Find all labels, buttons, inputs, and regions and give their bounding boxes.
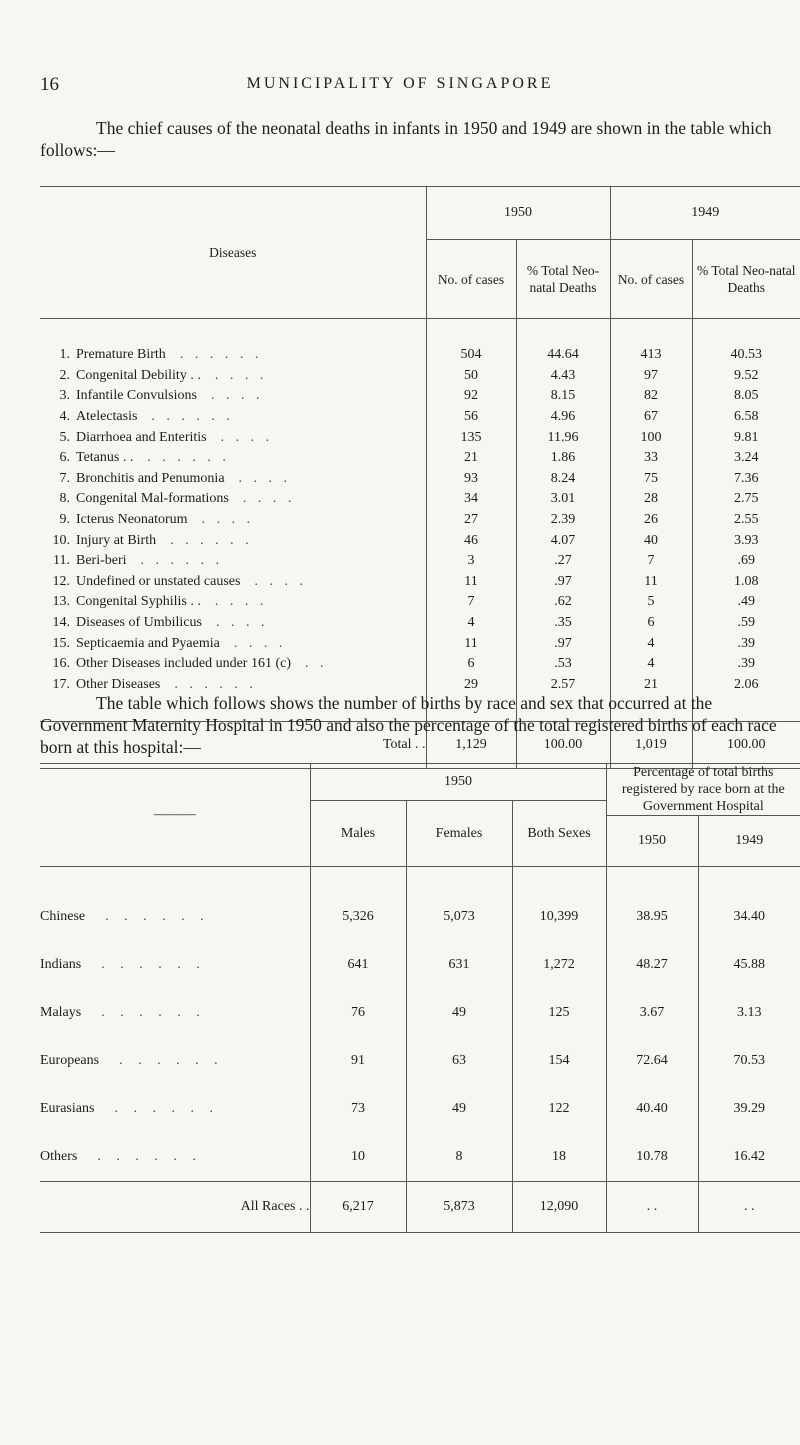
leader-dots: . . . . (254, 573, 307, 589)
race-cell (40, 941, 310, 989)
cases-1949: 40 (610, 530, 692, 551)
pct-1949-value: 16.42 (698, 1133, 800, 1182)
race-cell (40, 893, 310, 941)
cases-1949: 82 (610, 386, 692, 407)
table-row (40, 654, 800, 675)
cases-1950: 135 (426, 427, 516, 448)
table-row (40, 1037, 800, 1085)
disease-name: Bronchitis and Penumonia (76, 470, 225, 486)
intro-paragraph (40, 117, 780, 161)
cases-1949: 4 (610, 654, 692, 675)
percent-1950: .97 (516, 572, 610, 593)
all-males: 6,217 (310, 1182, 406, 1233)
cases-1949: 33 (610, 448, 692, 469)
table-row (40, 530, 800, 551)
race-cell (40, 1037, 310, 1085)
disease-cell (40, 530, 426, 551)
table-row (40, 407, 800, 428)
table-row (40, 941, 800, 989)
page-number: 16 (40, 74, 59, 95)
total-cases-1950: 1,129 (426, 722, 516, 769)
disease-cell (40, 633, 426, 654)
total-percent-1950: 100.00 (516, 722, 610, 769)
leader-dots: . . (304, 656, 328, 672)
table-row (40, 551, 800, 572)
disease-number: 5. (59, 429, 70, 445)
percent-1949: 2.75 (692, 489, 800, 510)
cases-1950-header: No. of cases (426, 240, 516, 319)
disease-name: Other Diseases included under 161 (c) (76, 656, 291, 672)
page-header (40, 74, 760, 98)
leader-dots: . . . . . . (147, 450, 230, 466)
leader-dots: . . . . . . (151, 409, 234, 425)
percent-1949: 8.05 (692, 386, 800, 407)
percent-1950: 3.01 (516, 489, 610, 510)
leader-dots: . . . . (210, 388, 264, 404)
leader-dots: . . . . . . (140, 553, 224, 569)
cases-1949: 75 (610, 469, 692, 490)
cases-1949: 97 (610, 366, 692, 387)
percent-1950: 4.96 (516, 407, 610, 428)
race-corner-header: ——— (40, 764, 310, 867)
total-percent-1949: 100.00 (692, 722, 800, 769)
table-row (40, 1085, 800, 1133)
leader-dots: . . . . . . (97, 1149, 202, 1164)
table-row (40, 510, 800, 531)
disease-name: Congenital Mal-formations (76, 491, 229, 507)
cases-1949: 413 (610, 345, 692, 366)
leader-dots: . . . . (220, 429, 274, 445)
disease-number: 13. (52, 594, 70, 610)
percent-1949: .69 (692, 551, 800, 572)
cases-1950: 27 (426, 510, 516, 531)
leader-dots: . . . . (215, 615, 269, 631)
percent-1949: 7.36 (692, 469, 800, 490)
pct-1949-value: 70.53 (698, 1037, 800, 1085)
cases-1949: 5 (610, 592, 692, 613)
disease-cell (40, 654, 426, 675)
cases-1949: 26 (610, 510, 692, 531)
table-row (40, 469, 800, 490)
percent-1950: 44.64 (516, 345, 610, 366)
cases-1950: 46 (426, 530, 516, 551)
disease-name: Septicaemia and Pyaemia (76, 635, 220, 651)
males-count: 91 (310, 1037, 406, 1085)
disease-cell (40, 510, 426, 531)
females-count: 631 (406, 941, 512, 989)
percent-1949: 3.24 (692, 448, 800, 469)
disease-cell (40, 592, 426, 613)
percent-1949: .59 (692, 613, 800, 634)
pct-1950-header: 1950 (606, 816, 698, 867)
disease-cell (40, 407, 426, 428)
all-pct-1949: . . (698, 1182, 800, 1233)
males-count: 641 (310, 941, 406, 989)
disease-cell (40, 448, 426, 469)
both-sexes-count: 125 (512, 989, 606, 1037)
table-row (40, 633, 800, 654)
pct-1950-value: 38.95 (606, 893, 698, 941)
cases-1949: 11 (610, 572, 692, 593)
pct-1949-value: 45.88 (698, 941, 800, 989)
race-cell (40, 1085, 310, 1133)
race-name: Europeans (40, 1053, 100, 1068)
females-count: 49 (406, 1085, 512, 1133)
females-count: 5,073 (406, 893, 512, 941)
cases-1950: 93 (426, 469, 516, 490)
percent-1949: .49 (692, 592, 800, 613)
pct-1950-value: 72.64 (606, 1037, 698, 1085)
disease-name: Other Diseases (76, 676, 161, 692)
percent-1950: 2.39 (516, 510, 610, 531)
cases-1949: 6 (610, 613, 692, 634)
males-count: 73 (310, 1085, 406, 1133)
percent-1949: .39 (692, 633, 800, 654)
race-cell (40, 989, 310, 1037)
both-sexes-count: 154 (512, 1037, 606, 1085)
disease-number: 10. (52, 532, 70, 548)
cases-1950: 7 (426, 592, 516, 613)
neonatal-deaths-table (40, 186, 800, 769)
pct-1950-value: 48.27 (606, 941, 698, 989)
race-name: Eurasians (40, 1101, 95, 1116)
disease-name: Congenital Syphilis . . (76, 594, 201, 610)
females-header: Females (406, 801, 512, 867)
males-count: 5,326 (310, 893, 406, 941)
table-row (40, 386, 800, 407)
both-sexes-header: Both Sexes (512, 801, 606, 867)
males-count: 10 (310, 1133, 406, 1182)
table-row (40, 427, 800, 448)
cases-1949: 28 (610, 489, 692, 510)
cases-1949: 100 (610, 427, 692, 448)
leader-dots: . . . . (214, 367, 268, 383)
disease-cell (40, 345, 426, 366)
second-paragraph (40, 692, 780, 758)
percent-1950: 4.07 (516, 530, 610, 551)
cases-1950: 3 (426, 551, 516, 572)
all-races-label: All Races . . (240, 1199, 310, 1214)
percent-1949: 2.06 (692, 675, 800, 696)
disease-number: 12. (52, 573, 70, 589)
percent-1950: 1.86 (516, 448, 610, 469)
race-cell (40, 1133, 310, 1182)
disease-cell (40, 366, 426, 387)
both-sexes-count: 18 (512, 1133, 606, 1182)
leader-dots: . . . . . . (114, 1101, 219, 1116)
cases-1950: 56 (426, 407, 516, 428)
cases-1949: 67 (610, 407, 692, 428)
second-text: The table which follows shows the number of births by race and sex that occurred at the Government Maternity Hospital in 1950 and also the percentage of the total registered births of each race born at this hospital:— (40, 693, 777, 757)
race-name: Chinese (40, 909, 86, 924)
percent-1950: 8.24 (516, 469, 610, 490)
births-by-race-table (40, 763, 800, 1233)
all-races-row (40, 1182, 800, 1233)
disease-number: 3. (59, 388, 70, 404)
disease-cell (40, 386, 426, 407)
year-1950-header: 1950 (426, 187, 610, 240)
cases-1950: 29 (426, 675, 516, 696)
running-title: MUNICIPALITY OF SINGAPORE (246, 75, 554, 92)
males-count: 76 (310, 989, 406, 1037)
percent-1949: 3.93 (692, 530, 800, 551)
disease-name: Diarrhoea and Enteritis (76, 429, 207, 445)
disease-number: 14. (52, 615, 70, 631)
leader-dots: . . . . . . (101, 957, 206, 972)
diseases-header: Diseases (40, 187, 426, 319)
pct-1950-value: 3.67 (606, 989, 698, 1037)
intro-text: The chief causes of the neonatal deaths in infants in 1950 and 1949 are shown in the table which follows:— (40, 118, 772, 160)
table-row (40, 893, 800, 941)
disease-name: Atelectasis (76, 409, 138, 425)
cases-1950: 11 (426, 572, 516, 593)
race-name: Others (40, 1149, 78, 1164)
percent-1950: 11.96 (516, 427, 610, 448)
disease-name: Icterus Neonatorum (76, 512, 188, 528)
disease-name: Tetanus . . (76, 450, 134, 466)
percent-1950: .53 (516, 654, 610, 675)
births-1950-header: 1950 (310, 764, 606, 801)
cases-1950: 21 (426, 448, 516, 469)
cases-1949: 7 (610, 551, 692, 572)
pct-1950-value: 40.40 (606, 1085, 698, 1133)
table-row (40, 489, 800, 510)
both-sexes-count: 122 (512, 1085, 606, 1133)
percent-1950: .97 (516, 633, 610, 654)
table-row (40, 572, 800, 593)
percent-1949: .39 (692, 654, 800, 675)
year-1949-header: 1949 (610, 187, 800, 240)
table-row (40, 989, 800, 1037)
leader-dots: . . . . . . (170, 532, 253, 548)
leader-dots: . . . . . . (179, 347, 263, 363)
females-count: 63 (406, 1037, 512, 1085)
percent-1949: 2.55 (692, 510, 800, 531)
disease-number: 2. (59, 367, 70, 383)
leader-dots: . . . . (201, 512, 255, 528)
cases-1950: 92 (426, 386, 516, 407)
percent-1949: 6.58 (692, 407, 800, 428)
percent-1950: 8.15 (516, 386, 610, 407)
disease-name: Premature Birth (76, 347, 166, 363)
percent-1950: .27 (516, 551, 610, 572)
disease-number: 11. (53, 553, 70, 569)
females-count: 8 (406, 1133, 512, 1182)
disease-number: 17. (52, 676, 70, 692)
pct-1949-value: 3.13 (698, 989, 800, 1037)
cases-1950: 11 (426, 633, 516, 654)
females-count: 49 (406, 989, 512, 1037)
disease-number: 6. (59, 450, 70, 466)
percent-1950: 2.57 (516, 675, 610, 696)
disease-cell (40, 489, 426, 510)
cases-1949-header: No. of cases (610, 240, 692, 319)
cases-1950: 4 (426, 613, 516, 634)
percent-1950-header: % Total Neo-natal Deaths (516, 240, 610, 319)
both-sexes-count: 1,272 (512, 941, 606, 989)
males-header: Males (310, 801, 406, 867)
disease-name: Congenital Debility . . (76, 367, 201, 383)
cases-1949: 21 (610, 675, 692, 696)
pct-1950-value: 10.78 (606, 1133, 698, 1182)
all-females: 5,873 (406, 1182, 512, 1233)
cases-1949: 4 (610, 633, 692, 654)
leader-dots: . . . . . . (101, 1005, 206, 1020)
percentage-header: Percentage of total births registered by race born at the Government Hospital (606, 764, 800, 816)
disease-number: 7. (59, 470, 70, 486)
cases-1950: 6 (426, 654, 516, 675)
table-row (40, 366, 800, 387)
disease-cell (40, 572, 426, 593)
table-row (40, 592, 800, 613)
leader-dots: . . . . . . (105, 909, 210, 924)
cases-1950: 34 (426, 489, 516, 510)
percent-1950: .62 (516, 592, 610, 613)
table-row (40, 1133, 800, 1182)
all-both-sexes: 12,090 (512, 1182, 606, 1233)
percent-1949: 40.53 (692, 345, 800, 366)
leader-dots: . . . . (238, 470, 292, 486)
disease-number: 1. (59, 347, 70, 363)
disease-cell (40, 427, 426, 448)
disease-name: Injury at Birth (76, 532, 157, 548)
pct-1949-header: 1949 (698, 816, 800, 867)
percent-1949: 9.81 (692, 427, 800, 448)
percent-1950: 4.43 (516, 366, 610, 387)
both-sexes-count: 10,399 (512, 893, 606, 941)
percent-1949: 9.52 (692, 366, 800, 387)
disease-name: Undefined or unstated causes (76, 573, 241, 589)
cases-1950: 504 (426, 345, 516, 366)
leader-dots: . . . . (233, 635, 287, 651)
cases-1950: 50 (426, 366, 516, 387)
pct-1949-value: 39.29 (698, 1085, 800, 1133)
total-cases-1949: 1,019 (610, 722, 692, 769)
disease-number: 8. (59, 491, 70, 507)
disease-cell (40, 551, 426, 572)
table-row (40, 613, 800, 634)
percent-1949: 1.08 (692, 572, 800, 593)
disease-number: 9. (59, 512, 70, 528)
leader-dots: . . . . . . (174, 676, 257, 692)
race-name: Malays (40, 1005, 82, 1020)
table-row (40, 448, 800, 469)
leader-dots: . . . . (214, 594, 268, 610)
table-row (40, 345, 800, 366)
percent-1949-header: % Total Neo-natal Deaths (692, 240, 800, 319)
disease-number: 15. (52, 635, 70, 651)
disease-number: 4. (59, 409, 70, 425)
disease-name: Infantile Convulsions (76, 388, 197, 404)
leader-dots: . . . . (242, 491, 296, 507)
all-pct-1950: . . (606, 1182, 698, 1233)
disease-number: 16. (52, 656, 70, 672)
disease-name: Diseases of Umbilicus (76, 615, 202, 631)
disease-cell (40, 613, 426, 634)
disease-cell (40, 469, 426, 490)
disease-name: Beri-beri (76, 553, 127, 569)
race-name: Indians (40, 957, 82, 972)
leader-dots: . . . . . . (119, 1053, 224, 1068)
total-label: Total . . (382, 737, 426, 753)
percent-1950: .35 (516, 613, 610, 634)
pct-1949-value: 34.40 (698, 893, 800, 941)
